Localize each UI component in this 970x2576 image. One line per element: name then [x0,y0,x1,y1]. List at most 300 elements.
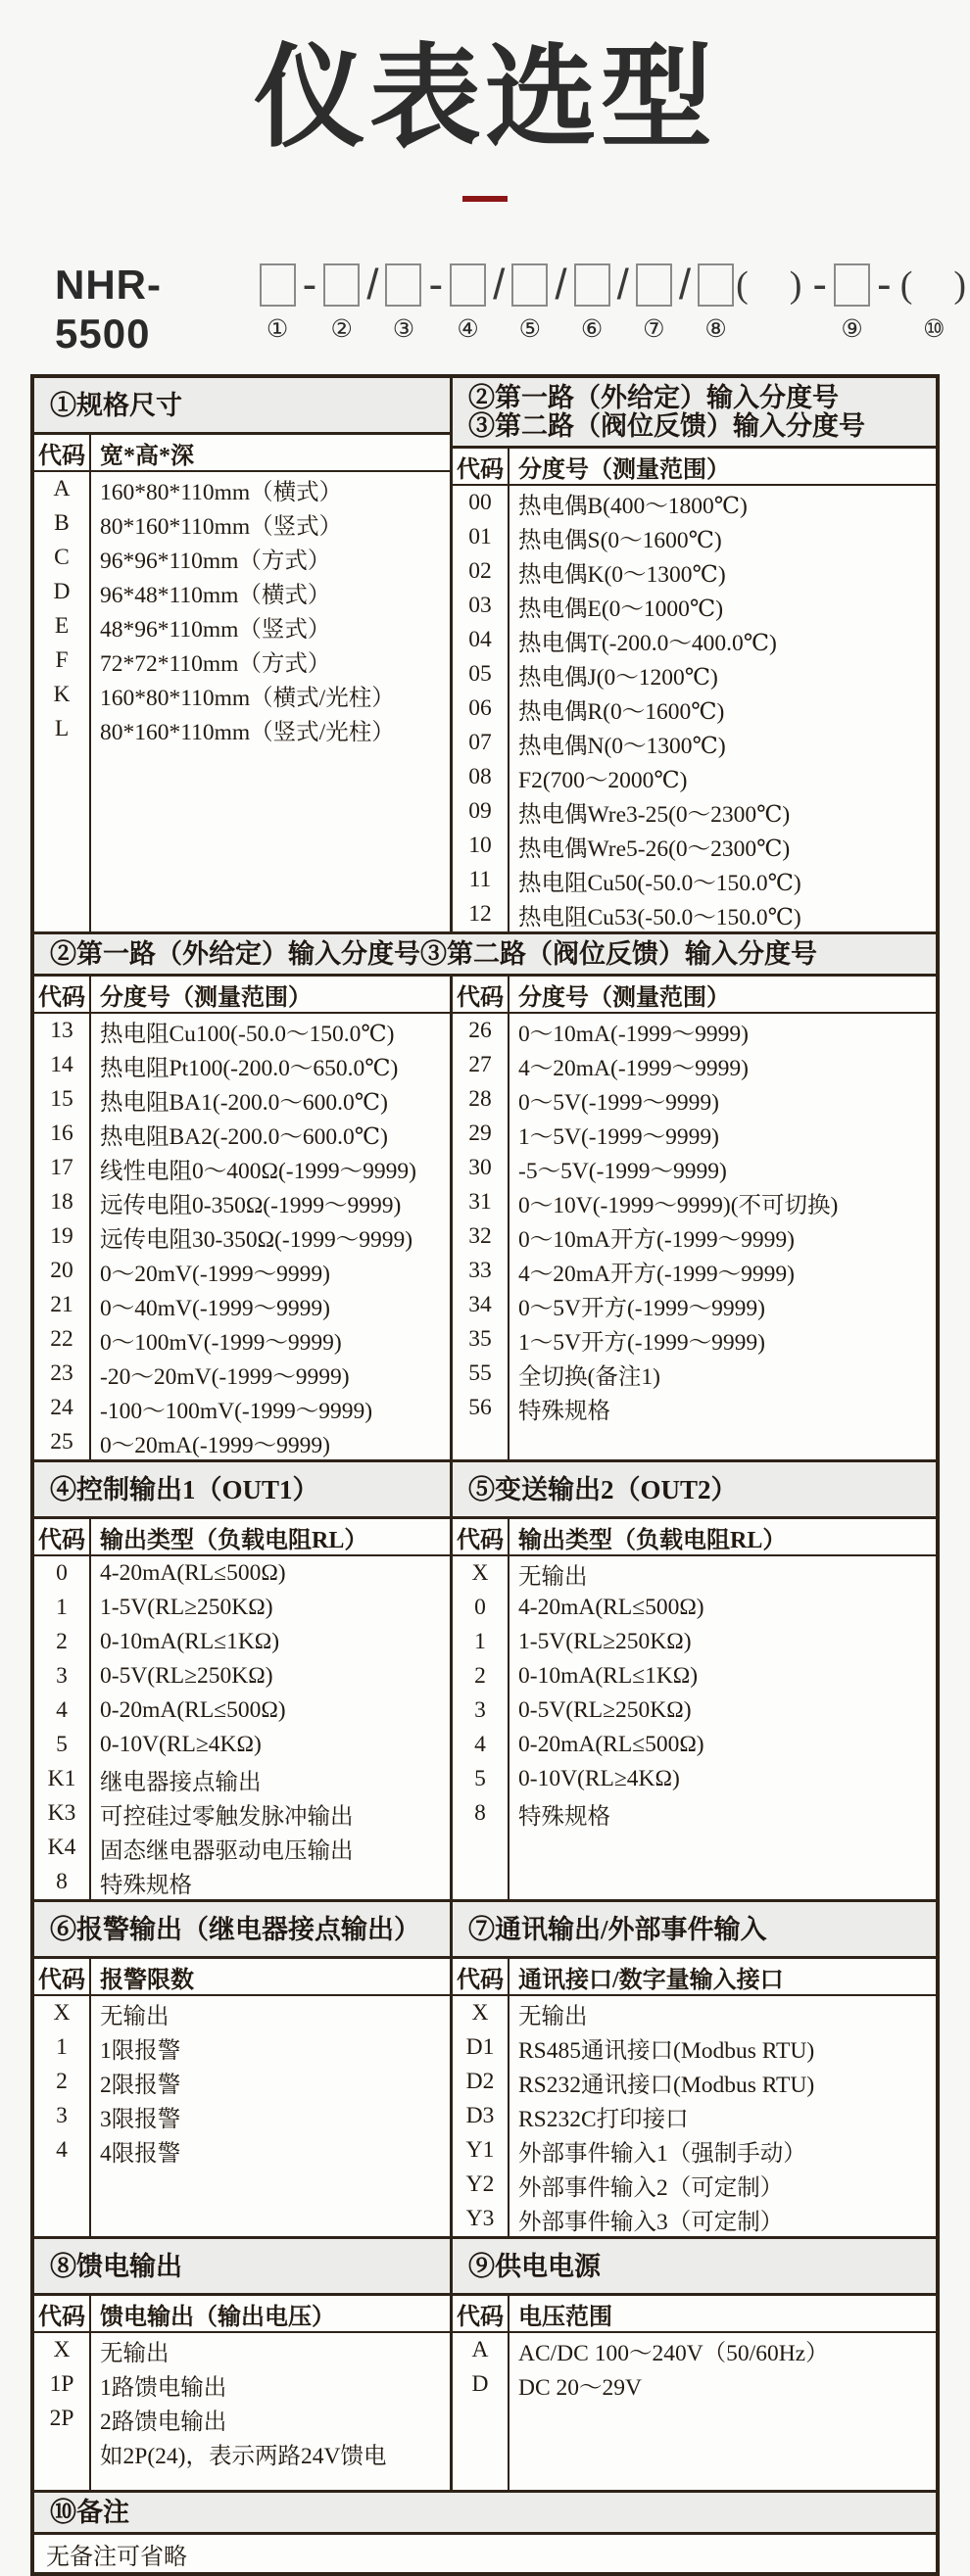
model-position-number [682,317,688,342]
desc-cell: 热电偶E(0～1000℃) [518,596,724,622]
code-cell: 5 [474,1766,486,1792]
section-title [453,2239,936,2296]
desc-header-cell: 宽*高*深 [100,443,194,469]
code-cell: 20 [50,1258,73,1284]
code-cell: 05 [468,661,492,688]
desc-cell: 0-5V(RL≥250KΩ) [518,1697,692,1724]
table-row [34,1254,450,1288]
desc-cell: 全切换(备注1) [518,1363,660,1390]
desc-cell: F2(700～2000℃) [518,767,688,793]
table-row [453,829,936,863]
table-band [34,378,936,931]
model-separator [360,261,385,310]
table-row [453,1014,936,1048]
table-row [34,1659,450,1693]
model-separator-glyph: / [555,261,567,310]
code-cell: 4 [56,1697,68,1724]
desc-cell: 外部事件输入2（可定制） [518,2174,784,2201]
code-cell: 26 [468,1018,492,1044]
code-header-cell: 代码 [38,2304,85,2330]
table-row [34,1322,450,1357]
section-title-line: ②第一路（外给定）输入分度号③第二路（阀位反馈）输入分度号 [50,939,817,970]
code-cell: 02 [468,558,492,585]
code-cell: 2 [474,1663,486,1690]
table-row [34,1288,450,1322]
table-row [453,2333,936,2367]
code-cell: Y2 [465,2171,495,2198]
table-row [453,2065,936,2099]
table-row [34,1996,450,2030]
code-cell: K4 [47,1835,76,1861]
section-title-line: ②第一路（外给定）输入分度号 [468,383,839,413]
table-row [453,1082,936,1117]
section-body [453,2296,936,2490]
model-box-slot [511,261,548,310]
model-box-slot [323,261,360,310]
section-title-line: ④控制输出1（OUT1） [50,1474,319,1504]
code-cell: A [53,476,71,502]
desc-cell: 1路馈电输出 [100,2374,227,2401]
code-cell: 5 [56,1732,68,1758]
desc-cell: -5～5V(-1999～9999) [518,1158,727,1184]
table-section [34,2239,450,2490]
code-header-cell: 代码 [457,456,504,483]
model-position-number: ⑥ [580,316,604,344]
model-box-slot [260,261,296,310]
code-cell: 3 [56,2103,68,2129]
section-title-line: ⑧馈电输出 [50,2251,182,2281]
table-row [453,1288,936,1322]
table-section [453,1902,936,2236]
table-row [453,657,936,692]
model-separator [548,261,573,310]
code-cell: 21 [50,1292,73,1318]
table-row [34,1796,450,1831]
desc-cell: 48*96*110mm（竖式） [100,616,331,643]
desc-cell: 无输出 [518,2003,588,2029]
table-row [453,1556,936,1591]
table-row [34,2065,450,2099]
desc-header-cell: 报警限数 [100,1967,194,1993]
desc-header-cell: 输出类型（负载电阻RL） [518,1527,787,1553]
table-row [453,1322,936,1357]
table-row [34,1556,450,1591]
desc-cell: 0-10mA(RL≤1KΩ) [100,1629,280,1655]
code-cell: 3 [474,1697,486,1724]
section-body [453,1959,936,2236]
desc-cell: RS232通讯接口(Modbus RTU) [518,2072,815,2098]
table-row [453,1659,936,1693]
desc-cell: 可控硅过零触发脉冲输出 [100,1803,354,1830]
desc-cell: 80*160*110mm（竖式） [100,513,343,540]
model-separator-glyph: / [493,261,506,310]
desc-header-cell: 分度号（测量范围） [100,984,312,1011]
desc-header-cell: 分度号（测量范围） [518,984,730,1011]
table-row [453,2367,936,2402]
code-cell: A [471,2337,489,2363]
desc-cell: 0-5V(RL≥250KΩ) [100,1663,273,1690]
model-box-slot [574,261,610,310]
desc-cell: AC/DC 100～240V（50/60Hz） [518,2340,829,2366]
desc-cell: -20～20mV(-1999～9999) [100,1363,350,1390]
title-divider [462,196,508,202]
code-cell: 14 [50,1052,73,1078]
table-row [453,1151,936,1185]
section-body [34,435,450,931]
desc-cell: 外部事件输入3（可定制） [518,2209,784,2235]
desc-cell: 热电阻Cu100(-50.0～150.0℃) [100,1021,395,1047]
desc-cell: 0～40mV(-1999～9999) [100,1295,330,1321]
code-cell: 1 [474,1629,486,1655]
table-section [453,1462,936,1899]
code-cell: 8 [474,1800,486,1827]
desc-cell: 热电偶B(400～1800℃) [518,493,748,519]
desc-cell: 0～5V(-1999～9999) [518,1089,719,1116]
code-cell: 24 [50,1395,73,1421]
model-position-number: ④ [457,316,479,344]
desc-cell: 72*72*110mm（方式） [100,650,331,677]
table-row [34,609,450,644]
table-row [453,2099,936,2133]
table-row [453,2202,936,2236]
table-row [34,2133,450,2168]
model-box [834,263,870,307]
table-row [453,1796,936,1831]
model-token [672,261,698,342]
column-header-row [453,449,936,486]
section-title [453,1902,936,1959]
model-separator-glyph: / [678,261,692,310]
table-row [453,1391,936,1425]
desc-cell: 160*80*110mm（横式） [100,479,343,505]
model-box [450,263,486,307]
desc-header-cell: 电压范围 [518,2304,612,2330]
model-token [450,261,486,342]
code-cell: D1 [465,2034,495,2061]
code-cell: 29 [468,1121,492,1147]
table-row [453,2133,936,2168]
selection-table [30,374,940,2576]
section-title-line: ⑦通讯输出/外部事件输入 [468,1914,767,1944]
table-band [34,1899,936,2236]
model-position-number: ⑩ [923,316,946,344]
table-row [453,554,936,589]
desc-cell: 4限报警 [100,2140,181,2167]
desc-header-cell: 输出类型（负载电阻RL） [100,1527,368,1553]
code-cell: X [53,2337,71,2363]
table-row [34,2402,450,2436]
code-cell: 34 [468,1292,492,1318]
desc-cell: 热电偶T(-200.0～400.0℃) [518,630,777,656]
code-cell: 16 [50,1121,73,1147]
model-position-number: ③ [392,316,415,344]
desc-cell: RS485通讯接口(Modbus RTU) [518,2037,815,2064]
model-separator-glyph: / [366,261,379,310]
model-separator [486,261,511,310]
code-cell: 15 [50,1086,73,1113]
model-box [385,263,421,307]
code-cell: 22 [50,1326,73,1353]
model-paren: ( ) [736,264,804,307]
model-box-slot [385,261,421,310]
section-body [453,449,936,931]
table-section [34,1902,450,2236]
code-cell: 13 [50,1018,73,1044]
model-position-number [620,317,626,342]
section-body [34,977,450,1459]
table-section [34,977,450,1459]
table-row [34,1151,450,1185]
table-row [453,1254,936,1288]
section-body [34,1519,450,1899]
desc-cell: 热电偶J(0～1200℃) [518,664,718,691]
column-header-row [453,1519,936,1556]
desc-cell: 0～10mA(-1999～9999) [518,1021,749,1047]
desc-cell: 热电偶Wre5-26(0～2300℃) [518,835,791,862]
code-cell: 1 [56,1595,68,1621]
desc-cell: 线性电阻0～400Ω(-1999～9999) [100,1158,416,1184]
model-separator [610,261,636,310]
model-prefix: NHR-5500 [55,262,162,358]
code-cell: 28 [468,1086,492,1113]
model-token [360,261,385,342]
table-row [34,1219,450,1254]
code-header-cell: 代码 [457,1967,504,1993]
desc-cell: 热电偶N(0～1300℃) [518,733,726,759]
table-row [453,486,936,520]
table-row [453,520,936,554]
code-cell: F [55,647,69,674]
code-cell: 55 [468,1360,492,1387]
desc-cell: 0-10V(RL≥4KΩ) [518,1766,680,1792]
desc-cell: 热电阻Cu50(-50.0～150.0℃) [518,870,801,896]
desc-cell: 0～10V(-1999～9999)(不可切换) [518,1192,839,1218]
desc-cell: 80*160*110mm（竖式/光柱） [100,719,395,745]
model-token [421,261,450,342]
code-cell: 17 [50,1155,73,1181]
table-row [34,1014,450,1048]
table-row [453,692,936,726]
model-position-number [558,317,563,342]
code-cell: 12 [468,901,492,928]
desc-header-cell: 通讯接口/数字量输入接口 [518,1967,784,1993]
model-token [385,261,421,342]
model-box-slot [698,261,734,310]
model-token [870,261,898,342]
desc-cell: 4～20mA开方(-1999～9999) [518,1261,795,1287]
desc-cell: 0～20mV(-1999～9999) [100,1261,330,1287]
desc-cell: 热电阻BA2(-200.0～600.0℃) [100,1123,388,1150]
table-section [34,378,450,931]
remark-row: 无备注可省略 [46,2544,187,2570]
desc-cell: DC 20～29V [518,2374,642,2401]
column-header-row [34,1959,450,1996]
table-row [34,1391,450,1425]
table-row [34,1082,450,1117]
table-row [34,712,450,746]
desc-cell: 热电偶R(0～1600℃) [518,698,725,725]
table-row [453,1357,936,1391]
desc-cell: 0～20mA(-1999～9999) [100,1432,330,1458]
table-band [34,2236,936,2490]
model-token [805,261,834,342]
code-cell: 2P [49,2406,74,2432]
code-cell: D [53,579,71,605]
table-row [34,678,450,712]
section-title-line: ⑥报警输出（继电器接点输出） [50,1914,420,1944]
desc-cell: 3限报警 [100,2106,181,2132]
model-token [610,261,636,342]
table-section [453,2239,936,2490]
code-cell: 27 [468,1052,492,1078]
desc-cell: 特殊规格 [100,1872,192,1898]
code-cell: 03 [468,593,492,619]
code-cell: 35 [468,1326,492,1353]
table-row [453,1117,936,1151]
code-header-cell: 代码 [457,984,504,1011]
code-cell: 1P [49,2371,74,2398]
model-position-number: ⑤ [518,316,542,344]
code-cell: X [471,2000,489,2027]
desc-cell: 4-20mA(RL≤500Ω) [100,1560,286,1587]
table-row [34,1865,450,1899]
desc-cell: 热电阻Pt100(-200.0～650.0℃) [100,1055,399,1081]
table-row [453,1762,936,1796]
code-cell: 00 [468,490,492,516]
table-row [453,1996,936,2030]
table-row [453,1728,936,1762]
section-title [34,1462,450,1519]
table-band [34,1459,936,1899]
code-cell: 56 [468,1395,492,1421]
table-band [34,931,936,1459]
code-cell: 08 [468,764,492,790]
code-header-cell: 代码 [457,2304,504,2330]
code-header-cell: 代码 [38,984,85,1011]
desc-cell: 无输出 [100,2003,170,2029]
code-cell: 32 [468,1223,492,1250]
table-row [34,1831,450,1865]
desc-cell: 4～20mA(-1999～9999) [518,1055,749,1081]
model-token [260,261,296,342]
code-cell: 19 [50,1223,73,1250]
desc-cell: 如2P(24)，表示两路24V馈电 [100,2443,387,2469]
desc-cell: 外部事件输入1（强制手动） [518,2140,806,2167]
model-box [574,263,610,307]
table-row [34,1048,450,1082]
desc-cell: 0～100mV(-1999～9999) [100,1329,342,1356]
model-position-number [767,317,773,342]
model-separator [805,261,834,310]
desc-cell: 热电阻BA1(-200.0～600.0℃) [100,1089,388,1116]
code-cell: C [54,545,70,571]
model-token [734,261,805,342]
model-separator [898,261,970,310]
table-row [34,1728,450,1762]
model-position-number: ⑦ [643,316,665,344]
desc-cell: 1～5V开方(-1999～9999) [518,1329,765,1356]
table-row [34,506,450,541]
desc-cell: 0-10V(RL≥4KΩ) [100,1732,262,1758]
desc-cell: 1限报警 [100,2037,181,2064]
desc-header-cell: 馈电输出（输出电压） [100,2304,335,2330]
desc-cell: 无输出 [518,1563,588,1590]
model-position-number [817,317,823,342]
code-cell: 25 [50,1429,73,1455]
table-row [34,472,450,506]
desc-cell: 4-20mA(RL≤500Ω) [518,1595,704,1621]
code-cell: 07 [468,730,492,756]
table-row [34,2367,450,2402]
column-header-row [453,1959,936,1996]
table-row [453,863,936,897]
model-box [698,263,734,307]
table-row [453,2168,936,2202]
model-token [698,261,734,342]
desc-cell: 0～5V开方(-1999～9999) [518,1295,765,1321]
model-position-number [496,317,502,342]
desc-cell: 远传电阻0-350Ω(-1999～9999) [100,1192,402,1218]
section-body [34,2296,450,2490]
code-cell: 3 [56,1663,68,1690]
model-separator [421,261,450,310]
code-cell: 33 [468,1258,492,1284]
code-cell: K [53,682,71,708]
code-cell: D2 [465,2069,495,2095]
code-cell: 4 [474,1732,486,1758]
code-header-cell: 代码 [38,443,85,469]
code-cell: L [54,716,70,742]
section-title [34,934,936,977]
desc-cell: 热电偶S(0～1600℃) [518,527,722,553]
section-body [453,977,936,1459]
table-section [34,1462,450,1899]
model-box-slot [834,261,870,310]
code-cell: 2 [56,1629,68,1655]
model-box [511,263,548,307]
desc-cell: 2限报警 [100,2072,181,2098]
model-separator [672,261,698,310]
code-cell: Y1 [465,2137,495,2164]
model-position-number [433,317,439,342]
model-token [511,261,548,342]
code-cell: 01 [468,524,492,550]
table-row [34,2436,450,2470]
table-row [453,1048,936,1082]
model-position-number: ⑧ [704,316,727,344]
code-cell: D3 [465,2103,495,2129]
table-row [34,2333,450,2367]
table-row [34,1117,450,1151]
model-token [548,261,573,342]
code-cell: 0 [56,1560,68,1587]
desc-cell: 特殊规格 [518,1803,610,1830]
model-separator-glyph: - [302,261,317,310]
desc-cell: 0-20mA(RL≤500Ω) [100,1697,286,1724]
table-row [34,1693,450,1728]
table-row [34,2099,450,2133]
table-row [453,1219,936,1254]
model-token [296,261,324,342]
desc-cell: RS232C打印接口 [518,2106,689,2132]
table-row [453,897,936,931]
column-header-row [453,2296,936,2333]
desc-cell: 0-20mA(RL≤500Ω) [518,1732,704,1758]
code-cell: 18 [50,1189,73,1216]
code-cell: 30 [468,1155,492,1181]
table-row [453,589,936,623]
model-box-slot [450,261,486,310]
